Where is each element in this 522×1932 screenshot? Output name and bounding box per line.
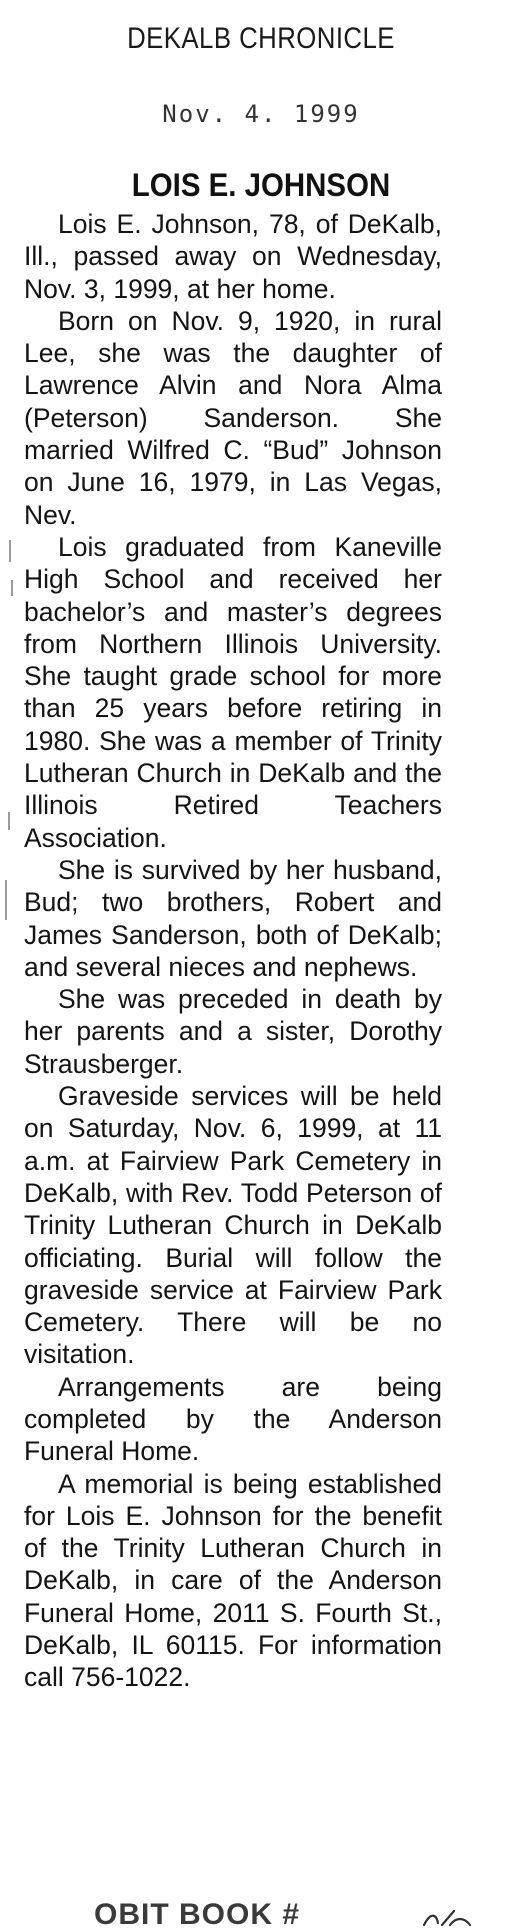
paragraph-arrangements: Arrangements are being completed by the Anderson Funeral Home. <box>24 1371 442 1467</box>
scan-edge-mark <box>9 540 11 562</box>
obituary-headline: LOIS E. JOHNSON <box>131 167 391 203</box>
scan-edge-mark <box>5 880 7 920</box>
paragraph-services: Graveside services will be held on Saturday, Nov. 6, 1999, at 11 a.m. at Fairview Park Cemetery in DeKalb, with Rev. Todd Peterson of Trinity Lutheran Church in DeKalb officiating. Burial will follow the graveside service at Fairview Park Cemetery. There will be no visitation. <box>24 1081 442 1370</box>
paragraph-birth-marriage: Born on Nov. 9, 1920, in rural Lee, she was the daughter of Lawrence Alvin and Nora Alma (Peterson) Sanderson. She married Wilfred C. “Bud” Johnson on June 16, 1979, in Las Vegas, Nev. <box>24 305 442 530</box>
newspaper-masthead: DEKALB CHRONICLE <box>127 22 395 55</box>
scan-edge-mark <box>11 580 13 596</box>
scan-edge-mark <box>8 812 10 830</box>
date-stamp: Nov. 4. 1999 <box>162 100 360 128</box>
obituary-body <box>24 208 442 1694</box>
paragraph-memorial: A memorial is being established for Lois E. Johnson for the benefit of the Trinity Lutheran Church in DeKalb, in care of the Anderson Funeral Home, 2011 S. Fourth St., DeKalb, IL 60115. For information call 756-1022. <box>24 1468 442 1693</box>
paragraph-death-notice: Lois E. Johnson, 78, of DeKalb, Ill., passed away on Wednesday, Nov. 3, 1999, at her home. <box>24 209 442 304</box>
paragraph-education-career: Lois graduated from Kaneville High School and received her bachelor’s and master’s degrees from Northern Illinois University. She taught grade school for more than 25 years before retiring in 1980. She was a member of Trinity Lutheran Church in DeKalb and the Illinois Retired Teachers Association. <box>24 531 442 853</box>
paragraph-preceded-in-death: She was preceded in death by her parents and a sister, Dorothy Strausberger. <box>24 984 442 1079</box>
obit-book-stamp: OBIT BOOK # <box>94 1898 301 1931</box>
handwritten-mark <box>420 1905 480 1929</box>
paragraph-survivors: She is survived by her husband, Bud; two brothers, Robert and James Sanderson, both of DeKalb; and several nieces and nephews. <box>24 854 442 982</box>
